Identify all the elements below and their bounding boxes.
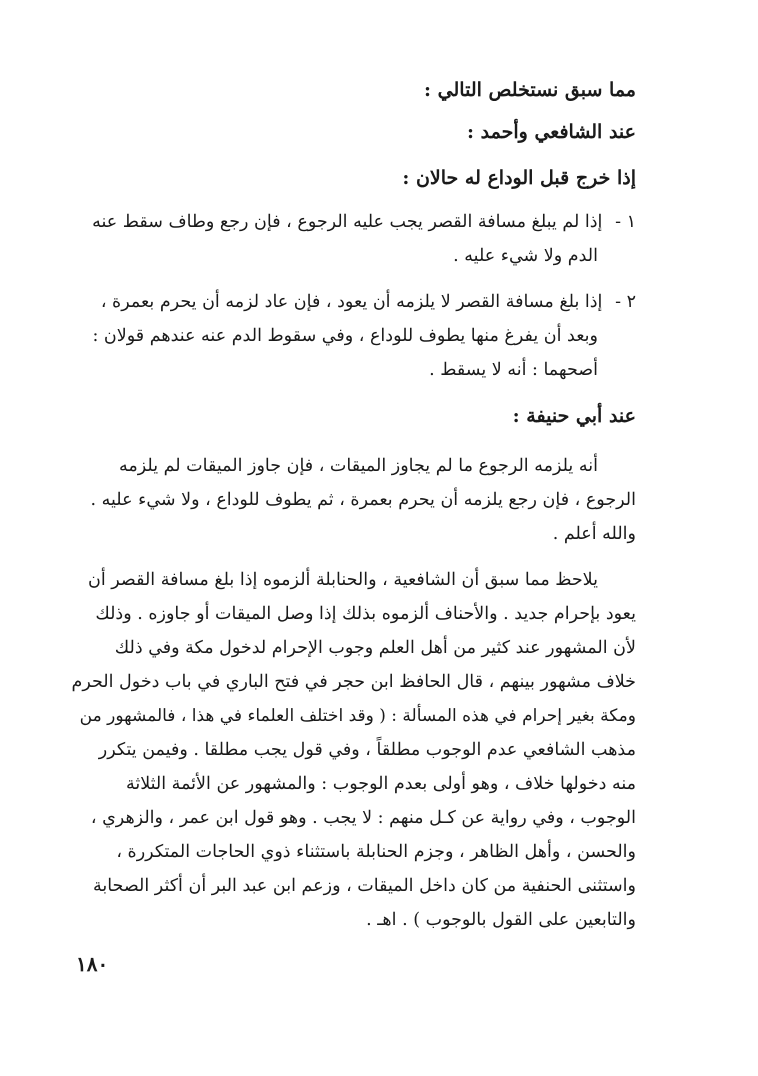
- heading-abu-hanifa: عند أبي حنيفة :: [512, 405, 636, 427]
- case1-number: ١ -: [615, 212, 636, 232]
- heading-intro: مما سبق نستخلص التالي :: [424, 79, 636, 101]
- note-line4: خلاف مشهور بينهم ، قال الحافظ ابن حجر في فتح الباري في باب دخول الحرم: [71, 672, 636, 692]
- case1-line1: [70, 208, 636, 236]
- case2-number: ٢ -: [615, 292, 636, 312]
- case2-line1: [70, 288, 636, 316]
- note-line5: ومكة بغير إحرام في هذه المسألة : ( وقد اختلف العلماء في هذا ، فالمشهور من: [79, 706, 636, 726]
- note-line2: يعود بإحرام جديد . والأحناف ألزموه بذلك إذا وصل الميقات أو جاوزه . وذلك: [95, 604, 636, 624]
- note-line3: لأن المشهور عند كثير من أهل العلم وجوب الإحرام لدخول مكة وفي ذلك: [114, 638, 636, 658]
- note-line11: والتابعين على القول بالوجوب ) . اهـ .: [366, 910, 636, 930]
- note-line10: واستثنى الحنفية من كان داخل الميقات ، وزعم ابن عبد البر أن أكثر الصحابة: [92, 876, 636, 896]
- abu-hanifa-line1: أنه يلزمه الرجوع ما لم يجاوز الميقات ، فإن جاوز الميقات لم يلزمه: [119, 456, 598, 476]
- note-line8: الوجوب ، وفي رواية عن كـل منهم : لا يجب . وهو قول ابن عمر ، والزهري ،: [90, 808, 636, 828]
- page-number: ١٨٠: [76, 952, 109, 976]
- note-line6: مذهب الشافعي عدم الوجوب مطلقاً ، وفي قول يجب مطلقا . وفيمن يتكرر: [98, 740, 636, 760]
- case2-text1: إذا بلغ مسافة القصر لا يلزمه أن يعود ، فإن عاد لزمه أن يحرم بعمرة ،: [100, 292, 603, 312]
- case2-line3: أصحهما : أنه لا يسقط .: [429, 360, 598, 380]
- note-line7: منه دخولها خلاف ، وهو أولى بعدم الوجوب : والمشهور عن الأئمة الثلاثة: [125, 774, 636, 794]
- note-line1: يلاحظ مما سبق أن الشافعية ، والحنابلة ألزموه إذا بلغ مسافة القصر أن: [87, 570, 598, 590]
- abu-hanifa-line3: والله أعلم .: [552, 524, 636, 544]
- case2-line2: وبعد أن يفرغ منها يطوف للوداع ، وفي سقوط الدم عنه عندهم قولان :: [92, 326, 598, 346]
- case1-text1: إذا لم يبلغ مسافة القصر يجب عليه الرجوع ، فإن رجع وطاف سقط عنه: [92, 212, 603, 232]
- case1-line2: الدم ولا شيء عليه .: [453, 246, 598, 266]
- note-line9: والحسن ، وأهل الظاهر ، وجزم الحنابلة باستثناء ذوي الحاجات المتكررة ،: [116, 842, 636, 862]
- heading-shafii-ahmad: عند الشافعي وأحمد :: [467, 121, 636, 143]
- heading-two-cases: إذا خرج قبل الوداع له حالان :: [402, 167, 636, 189]
- abu-hanifa-line2: الرجوع ، فإن رجع يلزمه أن يحرم بعمرة ، ثم يطوف للوداع ، ولا شيء عليه .: [90, 490, 636, 510]
